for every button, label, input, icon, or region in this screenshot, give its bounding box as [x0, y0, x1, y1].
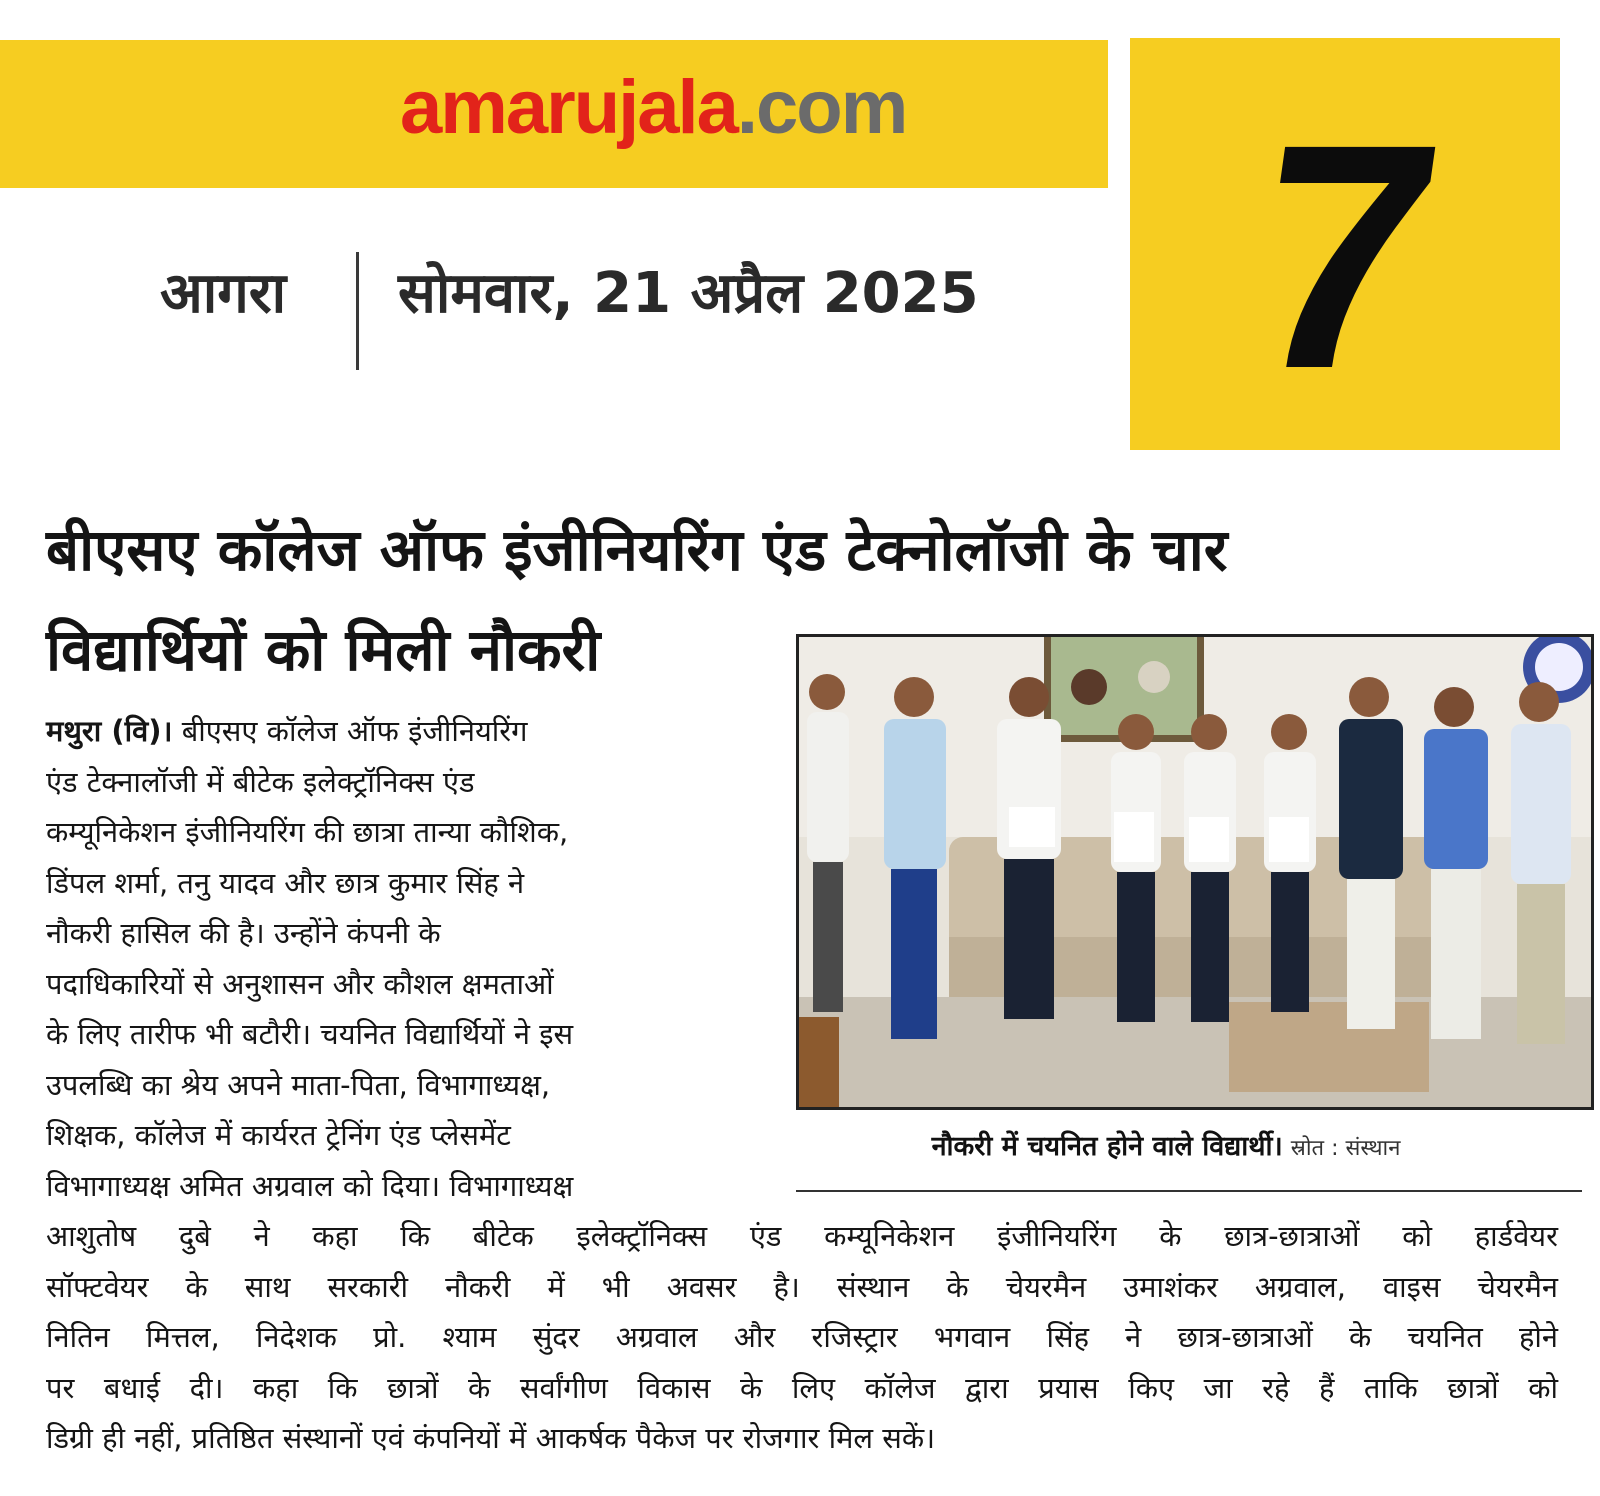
body-line: के लिए तारीफ भी बटौरी। चयनित विद्यार्थियों ने इस	[46, 1017, 574, 1051]
photo-source: स्रोत : संस्थान	[1290, 1136, 1401, 1161]
article-body-column	[46, 706, 766, 1211]
group-photo-image	[799, 637, 1591, 1107]
headline-line: बीएसए कॉलेज ऑफ इंजीनियरिंग एंड टेक्नोलॉजी के चार	[46, 516, 1228, 584]
body-line	[46, 706, 766, 757]
headline-line: विद्यार्थियों को मिली नौकरी	[46, 616, 601, 684]
body-line: आशुतोष दुबे ने कहा कि बीटेक इलेक्ट्रॉनिक्स एंड कम्यूनिकेशन इंजीनियरिंग के छात्र-छात्राओं को हार्डवेयर	[46, 1219, 1558, 1253]
body-line: विभागाध्यक्ष अमित अग्रवाल को दिया। विभागाध्यक्ष	[46, 1168, 574, 1203]
photo-caption	[796, 1126, 1536, 1163]
dateline: मथुरा (वि)।	[46, 714, 173, 748]
edition-city: आगरा	[160, 261, 287, 326]
page-number: 7	[1230, 77, 1460, 435]
body-line: एंड टेक्नालॉजी में बीटेक इलेक्ट्रॉनिक्स एंड	[46, 764, 475, 799]
brand-logo: amarujala.com	[400, 65, 907, 150]
body-line-text: बीएसए कॉलेज ऑफ इंजीनियरिंग	[172, 714, 528, 748]
masthead-divider	[356, 252, 359, 370]
news-photo	[796, 634, 1594, 1110]
body-line: डिग्री ही नहीं, प्रतिष्ठित संस्थानों एवं कंपनियों में आकर्षक पैकेज पर रोजगार मिल सकें।	[46, 1421, 936, 1455]
body-line: नौकरी हासिल की है। उन्होंने कंपनी के	[46, 916, 441, 950]
body-line: पदाधिकारियों से अनुशासन और कौशल क्षमताओं	[46, 966, 554, 1001]
body-line: पर बधाई दी। कहा कि छात्रों के सर्वांगीण विकास के लिए कॉलेज द्वारा प्रयास किए जा रहे हैं ताकि छात्रों को	[46, 1370, 1558, 1405]
body-line: कम्यूनिकेशन इंजीनियरिंग की छात्रा तान्या कौशिक,	[46, 815, 569, 849]
body-line: डिंपल शर्मा, तनु यादव और छात्र कुमार सिंह ने	[46, 865, 525, 900]
body-line: सॉफ्टवेयर के साथ सरकारी नौकरी में भी अवसर है। संस्थान के चेयरमैन उमाशंकर अग्रवाल, वाइस चेयरमैन	[46, 1269, 1558, 1304]
body-line: नितिन मित्तल, निदेशक प्रो. श्याम सुंदर अग्रवाल और रजिस्ट्रार भगवान सिंह ने छात्र-छात्राओं के चयनित होने	[46, 1320, 1558, 1354]
body-line: शिक्षक, कॉलेज में कार्यरत ट्रेनिंग एंड प्लेसमेंट	[46, 1118, 511, 1152]
caption-text: नौकरी में चयनित होने वाले विद्यार्थी।	[931, 1131, 1283, 1162]
caption-divider	[796, 1190, 1582, 1192]
edition-date: सोमवार, 21 अप्रैल 2025	[398, 261, 979, 326]
body-line: उपलब्धि का श्रेय अपने माता-पिता, विभागाध्यक्ष,	[46, 1067, 551, 1102]
article-body-wide	[46, 1211, 1558, 1464]
